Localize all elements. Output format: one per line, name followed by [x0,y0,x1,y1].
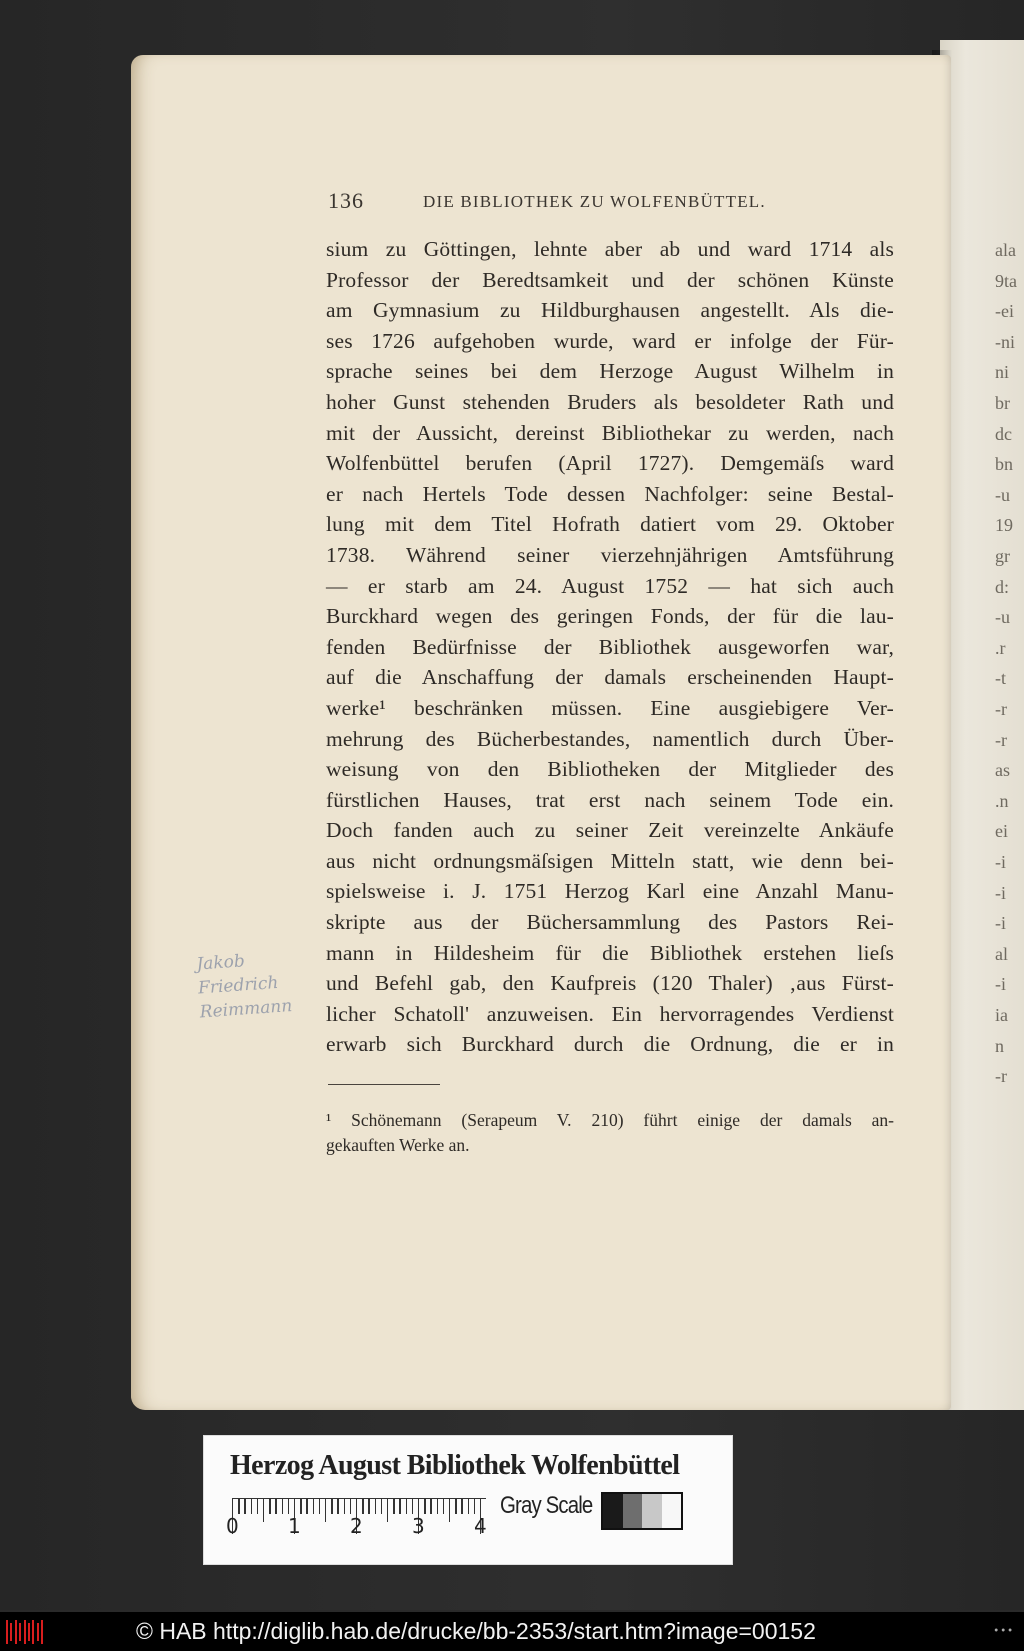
body-line: Professor der Beredtsamkeit und der schönen Künste [326,267,894,292]
body-line: ses 1726 aufgehoben wurde, ward er infolge der Für- [326,328,894,353]
facing-page-fragment: n [995,1035,1004,1056]
facing-page-fragment: bn [995,454,1013,475]
body-line: mit der Aussicht, dereinst Bibliothekar zu werden, nach [326,420,894,445]
body-line: Wolfenbüttel berufen (April 1727). Demgemäſs ward [326,451,894,476]
facing-page-fragment: br [995,393,1010,413]
marginalia-line: Friedrich [197,972,280,999]
ruler-tick [468,1498,469,1514]
facing-page-fragment: 19 [995,515,1013,536]
body-line: spielsweise i. J. 1751 Herzog Karl eine Anzahl Manu- [326,879,894,904]
ruler-label: 4 [474,1514,487,1538]
facing-page-fragment: ia [995,1005,1008,1025]
ruler-tick [455,1498,456,1514]
body-line: mann in Hildesheim für die Bibliothek erstehen lieſs [326,940,894,965]
body-line: sprache seines bei dem Herzoge August Wilhelm in [326,359,894,384]
facing-page-fragment: -r [995,1066,1007,1087]
ruler-label: 2 [350,1514,363,1538]
body-line: fenden Bedürfnisse der Bibliothek ausgeworfen war, [326,634,894,659]
gray-wedge-patch [662,1494,682,1528]
facing-page-fragment: -i [995,882,1006,903]
facing-page-fragment: -r [995,699,1007,719]
ruler-tick [306,1498,307,1514]
ruler-label: 0 [226,1514,239,1538]
ruler-tick [375,1498,376,1514]
ruler-tick [319,1498,320,1514]
facing-page-fragment: .r [995,637,1006,658]
facing-page-fragment: -ei [995,301,1014,322]
footnote-rule [328,1084,440,1085]
gray-scale-label: Gray Scale [500,1492,593,1519]
body-line: Burckhard wegen des geringen Fonds, der für die lau- [326,604,894,629]
ruler-tick [443,1498,444,1514]
facing-page-fragment: al [995,943,1008,964]
footnote [326,1108,894,1158]
facing-page-fragment: gr [995,546,1010,566]
ruler-tick [350,1498,351,1514]
facing-page-fragment: -r [995,729,1007,750]
ruler-tick [263,1498,264,1522]
marginalia-line: Reimmann [199,996,293,1023]
ruler-tick [399,1498,400,1514]
facing-page-fragment: -t [995,668,1006,689]
ruler-tick [251,1498,252,1514]
body-line: weisung von den Bibliotheken der Mitglieder des [326,757,894,782]
body-text [326,234,894,1060]
handwritten-marginalia [196,944,331,1025]
ruler-tick [474,1498,475,1514]
ruler-tick [325,1498,326,1522]
gray-scale-wedge [601,1492,683,1530]
ruler-tick [424,1498,425,1514]
ruler-tick [393,1498,394,1514]
ruler-tick [430,1498,431,1514]
status-url[interactable]: © HAB http://diglib.hab.de/drucke/bb-2353/start.htm?image=00152 [136,1618,816,1644]
facing-page-fragment: as [995,760,1010,781]
ruler-tick [238,1498,239,1514]
facing-page-fragment: -i [995,913,1006,934]
facing-page-fragment: -i [995,974,1006,995]
body-line: werke¹ beschränken müssen. Eine ausgiebigere Ver- [326,695,894,720]
facing-page-fragment: -u [995,607,1010,628]
marginalia-line: Jakob [195,951,246,975]
body-line: sium zu Göttingen, lehnte aber ab und ward 1714 als [326,237,894,261]
body-line: aus nicht ordnungsmäſsigen Mitteln statt, wie denn bei- [326,848,894,873]
ruler-tick [300,1498,301,1514]
page-number: 136 [328,188,364,213]
facing-page-fragment: ala [995,240,1016,260]
facing-page-fragment: 9ta [995,270,1017,291]
ruler-tick [282,1498,283,1514]
ruler-tick [344,1498,345,1514]
color-scale-target [204,1436,732,1564]
ruler-tick [269,1498,270,1514]
facing-page-fragment: ei [995,821,1008,842]
facing-page-fragment: -ni [995,331,1015,352]
ruler-tick [257,1498,258,1514]
gray-wedge-patch [642,1494,662,1528]
gray-wedge-patch [623,1494,643,1528]
body-line: hoher Gunst stehenden Bruders als besoldeter Rath und [326,389,894,414]
status-dots-icon: ••• [993,1626,1014,1637]
ruler-label: 3 [412,1514,425,1538]
body-line: mehrung des Bücherbestandes, namentlich durch Über- [326,726,894,751]
status-bar [0,1612,1024,1651]
facing-page-fragment: d: [995,576,1010,597]
body-line: lung mit dem Titel Hofrath datiert vom 29. Oktober [326,512,894,537]
ruler-tick [412,1498,413,1514]
facing-page-fragment: ni [995,362,1010,383]
body-line: Doch fanden auch zu seiner Zeit vereinzelte Ankäufe [326,818,894,843]
gray-wedge-patch [603,1494,623,1528]
target-title: Herzog August Bibliothek Wolfenbüttel [230,1450,680,1481]
body-line: 1738. Während seiner vierzehnjährigen Amtsführung [326,542,894,567]
ruler-tick [288,1498,289,1514]
running-head [328,188,900,218]
facing-page-fragment: -i [995,852,1006,872]
footnote-line: gekauften Werke an. [326,1135,470,1155]
running-head-title: DIE BIBLIOTHEK ZU WOLFENBÜTTEL. [423,192,766,211]
body-line: und Befehl gab, den Kaufpreis (120 Thaler) ‚aus Fürst- [326,971,894,996]
body-line: — er starb am 24. August 1752 — hat sich auch [326,573,894,598]
ruler-tick [387,1498,388,1522]
ruler-tick [244,1498,245,1514]
hab-logo-icon [6,1620,46,1644]
ruler-tick [368,1498,369,1514]
ruler-tick [406,1498,407,1514]
body-line: erwarb sich Burckhard durch die Ordnung, die er in [326,1032,894,1057]
ruler-tick [275,1498,276,1514]
footnote-line: ¹ Schönemann (Serapeum V. 210) führt einige der damals an- [326,1110,894,1130]
body-line: skripte aus der Büchersammlung des Pastors Rei- [326,910,894,935]
ruler-tick [449,1498,450,1522]
body-line: am Gymnasium zu Hildburghausen angestellt. Als die- [326,298,894,323]
facing-page-fragment: -u [995,484,1010,505]
ruler-label: 1 [288,1514,301,1538]
ruler-tick [362,1498,363,1514]
body-line: auf die Anschaffung der damals erscheinenden Haupt- [326,665,894,690]
ruler-tick [337,1498,338,1514]
ruler-tick [461,1498,462,1514]
ruler-tick [381,1498,382,1514]
facing-page-fragment: .n [995,790,1009,811]
facing-page-fragment: dc [995,423,1012,444]
body-line: er nach Hertels Tode dessen Nachfolger: seine Bestal- [326,481,894,506]
body-line: fürstlichen Hauses, trat erst nach seinem Tode ein. [326,787,894,812]
body-line: licher Schatoll' anzuweisen. Ein hervorragendes Verdienst [326,1001,894,1026]
ruler-tick [313,1498,314,1514]
ruler-tick [437,1498,438,1514]
ruler-tick [331,1498,332,1514]
